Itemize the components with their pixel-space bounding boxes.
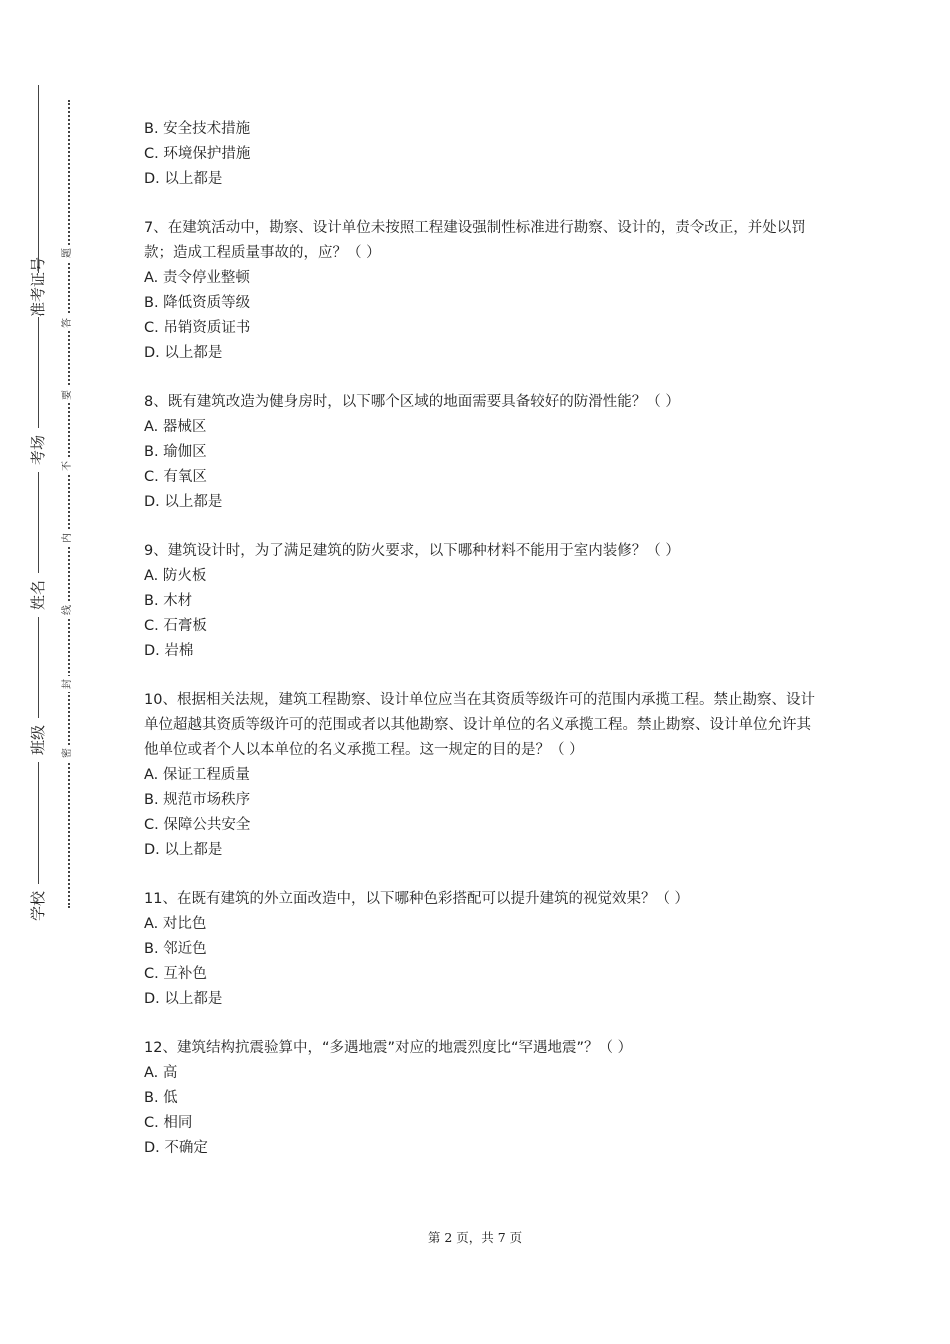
field-label-school: 学校 xyxy=(26,884,50,928)
option-d: D. 以上都是 xyxy=(144,991,223,1007)
binding-margin xyxy=(0,0,110,1344)
question-12 xyxy=(144,1036,824,1161)
field-label-class: 班级 xyxy=(26,718,50,762)
option-a: A. 责令停业整顿 xyxy=(144,270,250,286)
option-b: B. 安全技术措施 xyxy=(144,121,251,137)
question-text: 11、在既有建筑的外立面改造中，以下哪种色彩搭配可以提升建筑的视觉效果？（ ） xyxy=(144,891,690,907)
option-d: D. 不确定 xyxy=(144,1140,208,1156)
option-a: A. 高 xyxy=(144,1065,178,1081)
option-b: B. 降低资质等级 xyxy=(144,295,251,311)
seal-dotted-line xyxy=(68,100,70,908)
question-text: 7、在建筑活动中，勘察、设计单位未按照工程建设强制性标准进行勘察、设计的，责令改正，并处以罚款；造成工程质量事故的，应？（ ） xyxy=(144,220,806,261)
binding-solid-line xyxy=(38,85,39,925)
seal-char: 封 xyxy=(60,676,76,692)
option-c: C. 保障公共安全 xyxy=(144,817,251,833)
option-a: A. 保证工程质量 xyxy=(144,767,250,783)
question-text: 12、建筑结构抗震验算中，“多遇地震”对应的地震烈度比“罕遇地震”？（ ） xyxy=(144,1040,633,1056)
field-label-exam-room: 考场 xyxy=(26,428,50,472)
seal-char: 答 xyxy=(60,315,76,331)
continued-question xyxy=(144,117,824,192)
option-b: B. 低 xyxy=(144,1090,178,1106)
seal-char: 密 xyxy=(60,745,76,761)
option-a: A. 对比色 xyxy=(144,916,207,932)
option-a: A. 防火板 xyxy=(144,568,207,584)
field-label-exam-number: 准考证号 xyxy=(26,273,50,317)
option-c: C. 有氧区 xyxy=(144,469,207,485)
option-d: D. 以上都是 xyxy=(144,171,223,187)
option-b: B. 邻近色 xyxy=(144,941,207,957)
question-text: 9、建筑设计时，为了满足建筑的防火要求，以下哪种材料不能用于室内装修？（ ） xyxy=(144,543,680,559)
question-text: 8、既有建筑改造为健身房时，以下哪个区域的地面需要具备较好的防滑性能？（ ） xyxy=(144,394,680,410)
option-c: C. 环境保护措施 xyxy=(144,146,251,162)
seal-char: 要 xyxy=(60,387,76,403)
seal-char: 不 xyxy=(60,458,76,474)
option-b: B. 木材 xyxy=(144,593,193,609)
option-c: C. 吊销资质证书 xyxy=(144,320,251,336)
option-c: C. 石膏板 xyxy=(144,618,207,634)
seal-char: 内 xyxy=(60,530,76,546)
question-11 xyxy=(144,887,824,1012)
option-b: B. 规范市场秩序 xyxy=(144,792,251,808)
option-d: D. 岩棉 xyxy=(144,643,194,659)
option-b: B. 瑜伽区 xyxy=(144,444,207,460)
exam-content xyxy=(144,117,824,1185)
option-a: A. 器械区 xyxy=(144,419,207,435)
question-7 xyxy=(144,216,824,366)
seal-char: 线 xyxy=(60,602,76,618)
seal-char: 题 xyxy=(60,245,76,261)
option-d: D. 以上都是 xyxy=(144,842,223,858)
question-10 xyxy=(144,688,824,863)
question-8 xyxy=(144,390,824,515)
option-d: D. 以上都是 xyxy=(144,494,223,510)
option-c: C. 相同 xyxy=(144,1115,193,1131)
question-text: 10、根据相关法规，建筑工程勘察、设计单位应当在其资质等级许可的范围内承揽工程。禁止勘察、设计单位超越其资质等级许可的范围或者以其他勘察、设计单位的名义承揽工程。禁止勘察、设计单位允许其他单位或者个人以本单位的名义承揽工程。这一规定的目的是？（ ） xyxy=(144,692,815,758)
option-d: D. 以上都是 xyxy=(144,345,223,361)
option-c: C. 互补色 xyxy=(144,966,207,982)
question-9 xyxy=(144,539,824,664)
field-label-name: 姓名 xyxy=(26,573,50,617)
page-number: 第 2 页，共 7 页 xyxy=(427,1230,523,1245)
